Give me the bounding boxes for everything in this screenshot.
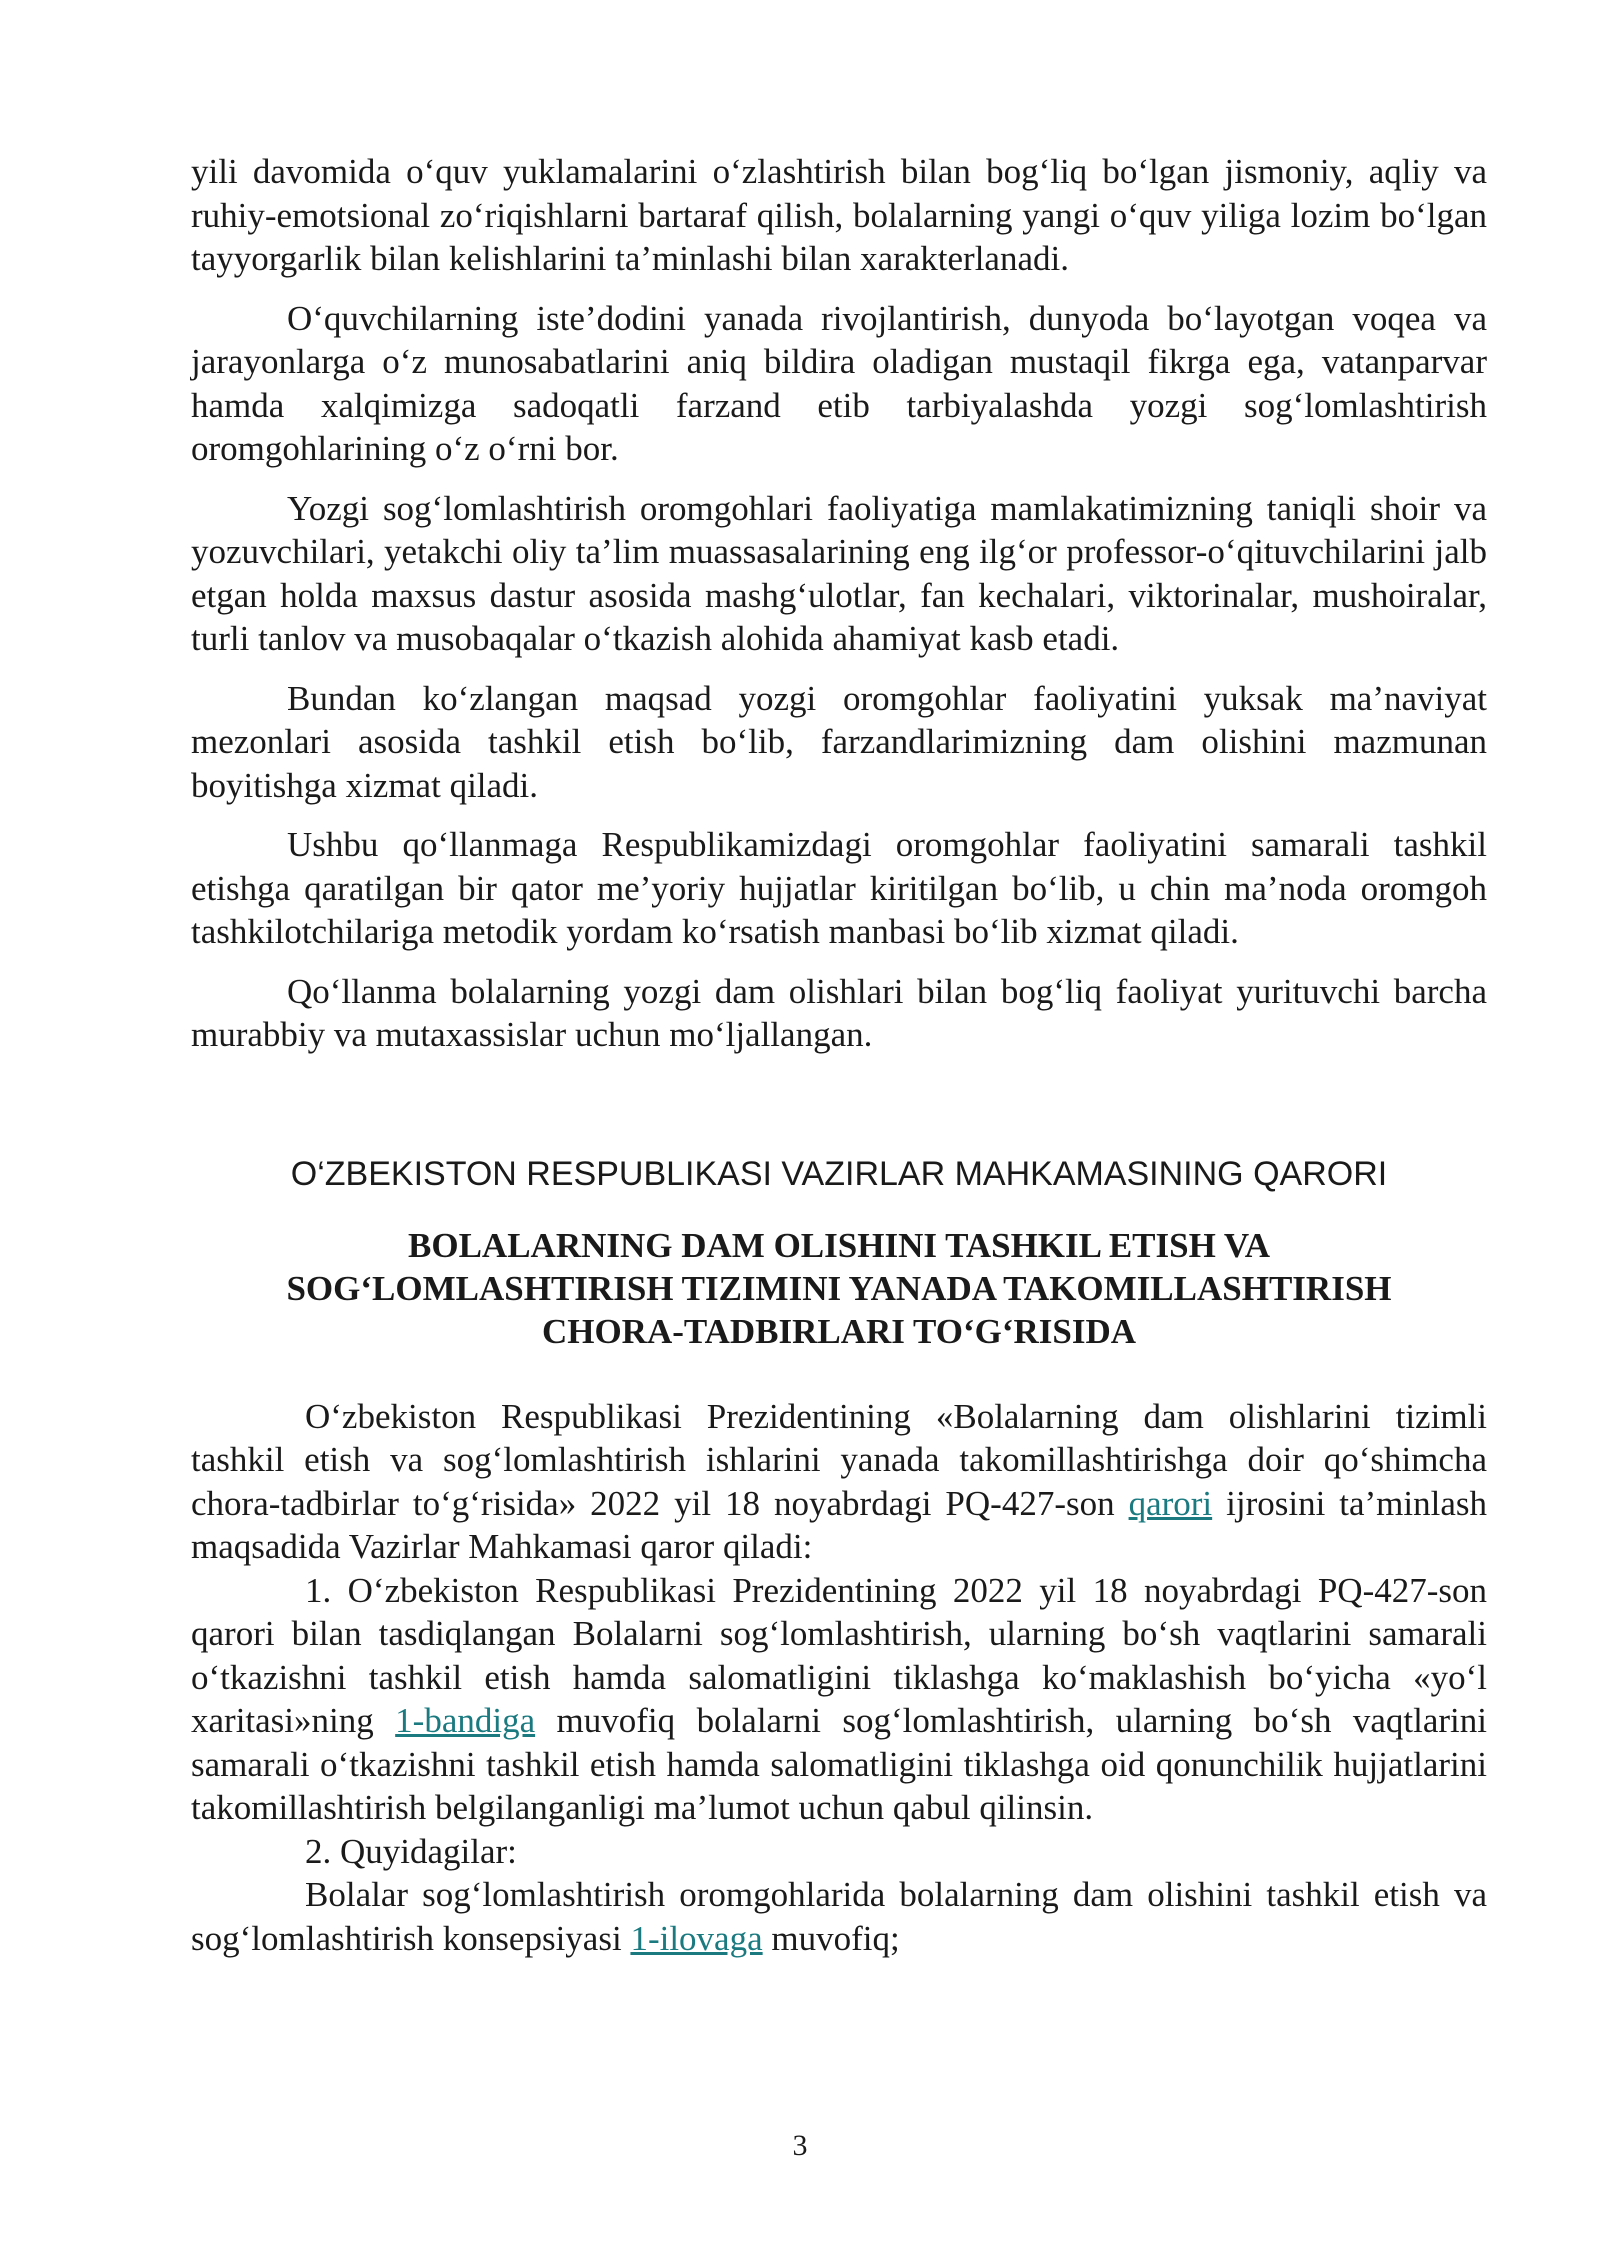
item2a-text: Bolalar sog‘lomlashtirish oromgohlarida bolalarning dam olishini tashkil etish va sog‘lomlashtirish konsepsiyasi bbox=[191, 1875, 1487, 1958]
intro-paragraph-3: Yozgi sog‘lomlashtirish oromgohlari faoliyatiga mamlakatimizning taniqli shoir va yozuvchilari, yetakchi oliy ta’lim muassasalarining eng ilg‘or professor-o‘qituvchilarini jalb etgan holda maxsus dastur asosida mashg‘ulotlar, fan kechalari, viktorinalar, mushoiralar, turli tanlov va musobaqalar o‘tkazish alohida ahamiyat kasb etadi. bbox=[191, 488, 1487, 658]
decree-item-1 bbox=[191, 1569, 1487, 1830]
decree-preamble bbox=[191, 1395, 1487, 1569]
intro-paragraph-5: Ushbu qo‘llanmaga Respublikamizdagi oromgohlar faoliyatini samarali tashkil etishga qaratilgan bir qator me’yoriy hujjatlar kiritilgan bo‘lib, u chin ma’noda oromgoh tashkilotchilariga metodik yordam ko‘rsatish manbasi bo‘lib xizmat qiladi. bbox=[191, 825, 1487, 951]
decree-title bbox=[191, 1224, 1487, 1353]
decree-title-line-1: BOLALARNING DAM OLISHINI TASHKIL ETISH VA bbox=[408, 1225, 1270, 1265]
heading-spacer bbox=[191, 1196, 1487, 1224]
decree-item-2a bbox=[191, 1873, 1487, 1960]
decree-issuer: O‘ZBEKISTON RESPUBLIKASI VAZIRLAR MAHKAMASINING QARORI bbox=[290, 1154, 1388, 1193]
bandiga-link[interactable]: 1-bandiga bbox=[395, 1701, 536, 1740]
section-spacer bbox=[191, 1073, 1487, 1153]
preamble-text: O‘zbekiston Respublikasi Prezidentining «Bolalarning dam olishlarini tizimli tashkil etish va sog‘lomlashtirish ishlarini yanada takomillashtirishga doir qo‘shimcha chora-tadbirlar to‘g‘risida» 2022 yil 18 noyabrdagi PQ-427-son bbox=[191, 1396, 1487, 1523]
intro-paragraph-1: yili davomida o‘quv yuklamalarini o‘zlashtirish bilan bog‘liq bo‘lgan jismoniy, aqliy va ruhiy-emotsional zo‘riqishlarni bartaraf qilish, bolalarning yangi o‘quv yiliga lozim bo‘lgan tayyorgarlik bilan kelishlarini ta’minlashi bilan xarakterlanadi. bbox=[191, 152, 1487, 278]
preamble-end: ijrosini ta’minlash maqsadida Vazirlar Mahkamasi qaror qiladi: bbox=[191, 1483, 1488, 1566]
page-number: 3 bbox=[792, 2129, 808, 2162]
item1-text: 1. O‘zbekiston Respublikasi Prezidentining 2022 yil 18 noyabrdagi PQ-427-son qarori bilan tasdiqlangan Bolalarni sog‘lomlashtirish, ularning bo‘sh vaqtlarini samarali o‘tkazishni tashkil etish hamda salomatligini tiklashga ko‘maklashish bo‘yicha «yo‘l xaritasi»ning bbox=[191, 1570, 1487, 1740]
qarori-link[interactable]: qarori bbox=[1128, 1483, 1213, 1523]
decree-title-line-2: SOG‘LOMLASHTIRISH TIZIMINI YANADA TAKOMILLASHTIRISH bbox=[286, 1268, 1392, 1308]
title-spacer bbox=[191, 1353, 1487, 1395]
item1-end: muvofiq bolalarni sog‘lomlashtirish, ularning bo‘sh vaqtlarini samarali o‘tkazishni tashkil etish hamda salomatligini tiklashga oid qonunchilik hujjatlarini takomillashtirish belgilanganligi ma’lumot uchun qabul qilinsin. bbox=[191, 1701, 1487, 1827]
item2a-end: muvofiq; bbox=[762, 1918, 900, 1958]
decree-item-2: 2. Quyidagilar: bbox=[305, 1831, 517, 1871]
ilovaga-link[interactable]: 1-ilovaga bbox=[630, 1918, 763, 1958]
decree-title-line-3: CHORA-TADBIRLARI TO‘G‘RISIDA bbox=[541, 1311, 1137, 1351]
intro-paragraph-4: Bundan ko‘zlangan maqsad yozgi oromgohlar faoliyatini yuksak ma’naviyat mezonlari asosida tashkil etish bo‘lib, farzandlarimizning dam olishini mazmunan boyitishga xizmat qiladi. bbox=[191, 678, 1487, 805]
intro-paragraph-2: O‘quvchilarning iste’dodini yanada rivojlantirish, dunyoda bo‘layotgan voqea va jarayonlarga o‘z munosabatlarini aniq bildira oladigan mustaqil fikrga ega, vatanparvar hamda xalqimizga sadoqatli farzand etib tarbiyalashda yozgi sog‘lomlashtirish oromgohlarining o‘z o‘rni bor. bbox=[191, 298, 1487, 468]
intro-paragraph-6: Qo‘llanma bolalarning yozgi dam olishlari bilan bog‘liq faoliyat yurituvchi barcha murabbiy va mutaxassislar uchun mo‘ljallangan. bbox=[191, 971, 1487, 1054]
